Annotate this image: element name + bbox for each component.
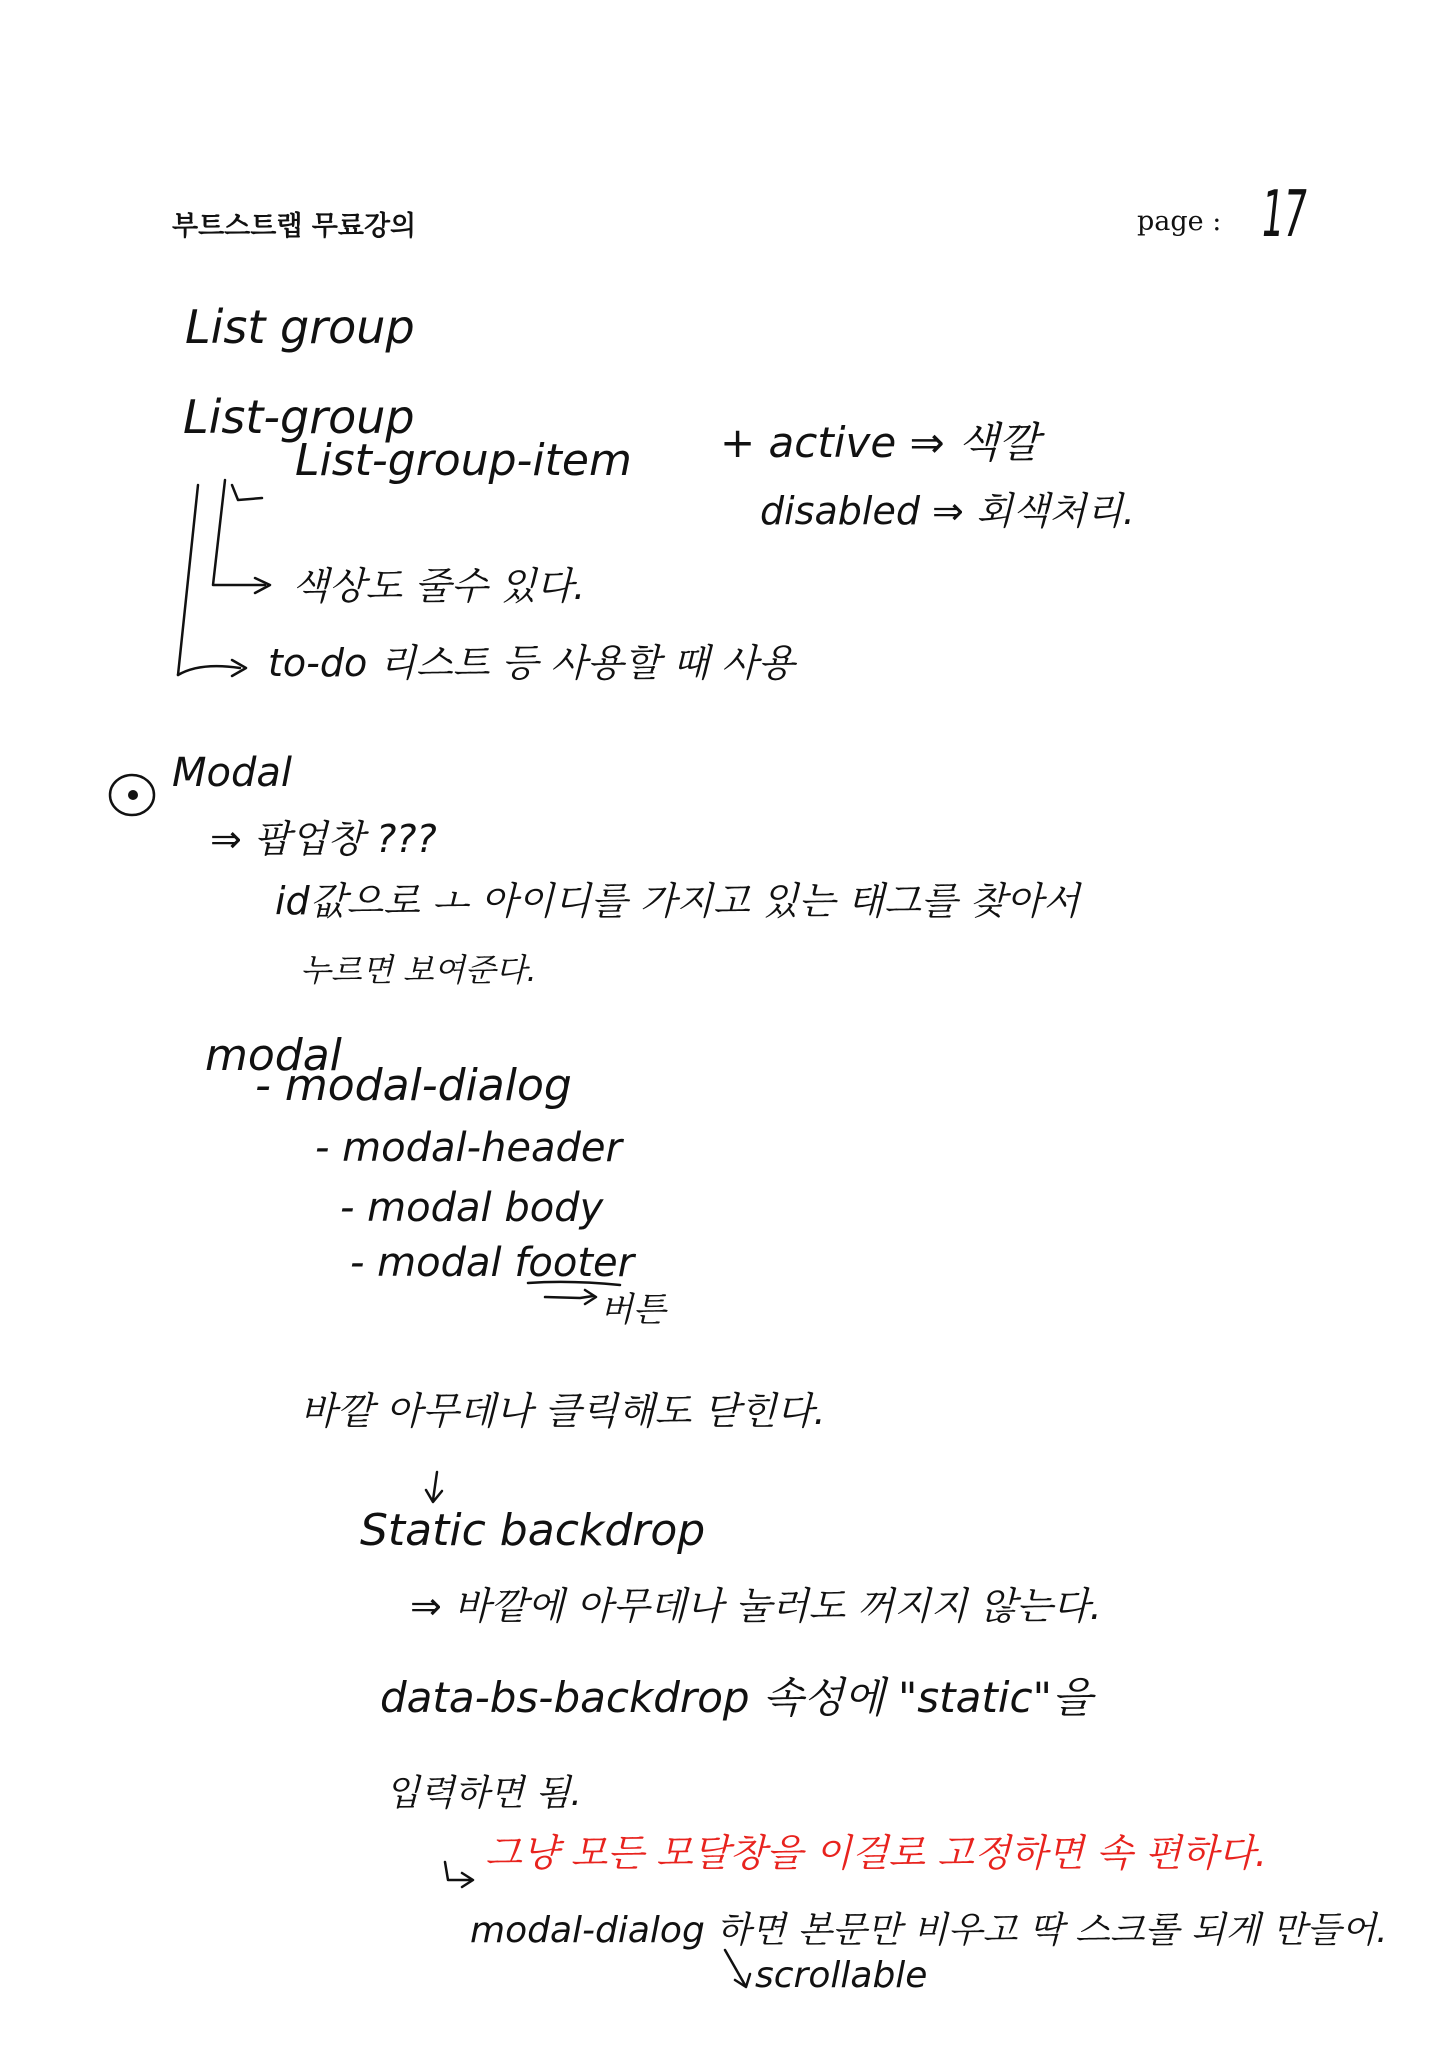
modal-footer-note: 버튼	[600, 1290, 666, 1330]
red-hook	[445, 1862, 470, 1880]
modal-outside-click: 바깥 아무데나 클릭해도 닫힌다.	[300, 1389, 826, 1433]
modal-attr-line2: 입력하면 됨.	[385, 1773, 582, 1814]
modal-popup: ⇒ 팝업창 ???	[210, 817, 437, 861]
course-title: 부트스트랩 무료강의	[172, 211, 417, 242]
list-group-active: + active ⇒ 색깔	[720, 418, 1040, 467]
modal-desc-line2: 누르면 보여준다.	[300, 951, 537, 989]
modal-desc-line1: id값으로 ㅗ 아이디를 가지고 있는 태그를 찾아서	[275, 879, 1080, 923]
tree-line-outer	[178, 485, 198, 675]
modal-red-note: 그냥 모든 모달창을 이걸로 고정하면 속 편하다.	[485, 1831, 1268, 1875]
modal-structure-header: - modal-header	[315, 1125, 622, 1171]
tree-hook-top	[232, 485, 262, 500]
footer-arrow	[545, 1296, 593, 1298]
list-group-item: List-group-item	[295, 435, 632, 486]
tree-line-inner	[213, 480, 265, 585]
modal-attr-line: data-bs-backdrop 속성에 "static"을	[380, 1673, 1093, 1722]
modal-dialog-line: modal-dialog 하면 본문만 비우고 딱 스크롤 되게 만들어.	[470, 1910, 1388, 1951]
modal-static-backdrop: Static backdrop	[360, 1505, 706, 1556]
page-number: 17	[1262, 178, 1307, 252]
modal-structure-root: modal	[205, 1030, 342, 1081]
list-group-color-note: 색상도 줄수 있다.	[292, 564, 586, 608]
modal-static-note: ⇒ 바깥에 아무데나 눌러도 꺼지지 않는다.	[410, 1584, 1102, 1628]
list-group-disabled: disabled ⇒ 회색처리.	[760, 489, 1135, 533]
list-group-class: List-group	[183, 390, 415, 444]
modal-heading: Modal	[172, 750, 292, 796]
modal-structure-footer: - modal footer	[350, 1240, 635, 1286]
list-group-usage-note: to-do 리스트 등 사용할 때 사용	[268, 641, 795, 685]
tree-line-bottom	[178, 666, 240, 675]
list-group-heading: List group	[185, 300, 415, 354]
modal-scrollable: scrollable	[755, 1955, 928, 1996]
page-label: page :	[1137, 206, 1222, 237]
modal-structure-dialog: - modal-dialog	[255, 1060, 572, 1111]
modal-structure-body: - modal body	[340, 1185, 604, 1231]
down-arrow	[433, 1472, 437, 1500]
